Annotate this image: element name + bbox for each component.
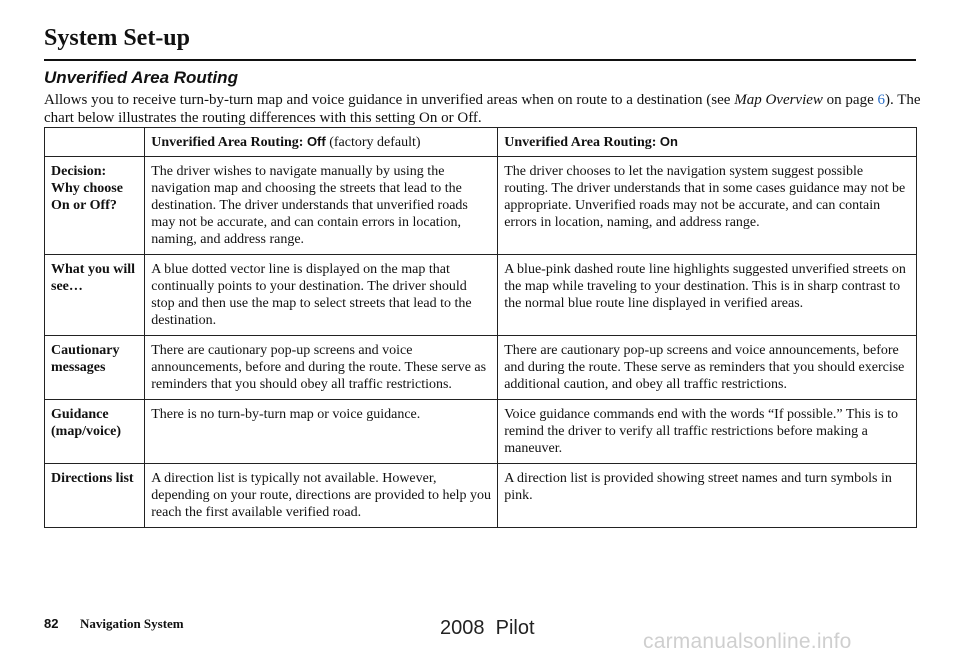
cell-off: A direction list is typically not available. However, depending on your route, directions are provided to help you reach the first available verified road. [145, 464, 498, 528]
page-6-link[interactable]: 6 [877, 92, 885, 108]
row-label-guidance: Guidance (map/voice) [45, 400, 145, 464]
table-header-row [45, 128, 917, 157]
page-title: System Set-up [44, 25, 191, 51]
cell-off: A blue dotted vector line is displayed on the map that continually points to your destination. The driver should stop and then use the map to select streets that lead to the destination. [145, 255, 498, 336]
cell-on: A blue-pink dashed route line highlights suggested unverified streets on the map while traveling to your destination. This is in sharp contrast to the normal blue route line displayed in verified areas. [498, 255, 917, 336]
title-divider [44, 59, 916, 61]
table-row [45, 336, 917, 400]
header-off-label: Unverified Area Routing: [151, 135, 307, 150]
header-on-state: On [659, 134, 678, 149]
row-label-cautionary: Cautionary messages [45, 336, 145, 400]
cell-off: The driver wishes to navigate manually by using the navigation map and choosing the streets that lead to the destination. The driver understands that unverified roads may not be accurate, and can contain errors in location, naming, and address range. [145, 157, 498, 255]
header-on-label: Unverified Area Routing: [504, 135, 660, 150]
table-row [45, 157, 917, 255]
footer-page-number: 82 [44, 616, 59, 631]
header-off-note: (factory default) [325, 135, 421, 150]
header-off-state: Off [306, 134, 326, 149]
site-watermark: carmanualsonline.info [643, 630, 852, 653]
cell-off: There is no turn-by-turn map or voice guidance. [145, 400, 498, 464]
row-label-directions: Directions list [45, 464, 145, 528]
row-label-what-you-see: What you will see… [45, 255, 145, 336]
intro-paragraph [44, 91, 924, 127]
intro-text-before: Allows you to receive turn-by-turn map and voice guidance in unverified areas when on route to a destination (see [44, 92, 735, 108]
table-row [45, 464, 917, 528]
footer-label: Navigation System [80, 616, 184, 631]
routing-comparison-table [44, 127, 917, 528]
cell-off: There are cautionary pop-up screens and voice announcements, before and during the route. These serve as reminders that you should obey all traffic restrictions. [145, 336, 498, 400]
section-heading: Unverified Area Routing [44, 68, 238, 87]
cell-on: There are cautionary pop-up screens and voice announcements, before and during the route. These serve as reminders that you should exercise additional caution, and obey all traffic restrictions. [498, 336, 917, 400]
cell-on: A direction list is provided showing street names and turn symbols in pink. [498, 464, 917, 528]
model-watermark: 2008 Pilot [440, 617, 535, 639]
intro-text-after: ). The chart below illustrates the routing differences with this setting On or Off. [44, 92, 921, 126]
table-row [45, 400, 917, 464]
table-row [45, 255, 917, 336]
cell-on: Voice guidance commands end with the words “If possible.” This is to remind the driver to verify all traffic restrictions before making a maneuver. [498, 400, 917, 464]
intro-text-on-page: on page [822, 92, 878, 108]
header-blank-cell [45, 128, 145, 157]
header-on [498, 128, 917, 157]
row-label-decision: Decision: Why choose On or Off? [45, 157, 145, 255]
map-overview-reference: Map Overview [734, 92, 823, 108]
header-off [145, 128, 498, 157]
cell-on: The driver chooses to let the navigation system suggest possible routing. The driver understands that in some cases guidance may not be appropriate. Unverified roads may not be accurate, and can contain errors in location, naming, and address range. [498, 157, 917, 255]
